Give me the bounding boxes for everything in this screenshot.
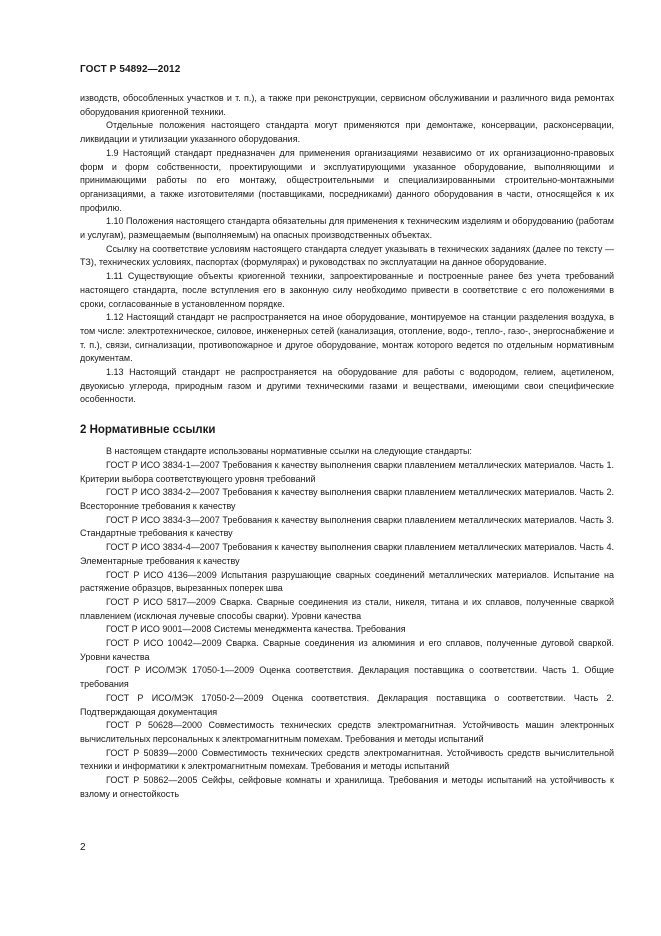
paragraph: изводств, обособленных участков и т. п.), а также при реконструкции, сервисном обслуживании и различного вида ремонтах оборудования криогенной техники. <box>80 93 614 117</box>
paragraph: Ссылку на соответствие условиям настоящего стандарта следует указывать в технических заданиях (далее по тексту — ТЗ), технических условиях, паспортах (формулярах) и руководствах по эксплуатации на данное оборудование. <box>80 243 614 268</box>
paragraph-1-12: 1.12 Настоящий стандарт не распространяется на иное оборудование, монтируемое на станции разделения воздуха, в том числе: электротехническое, силовое, инженерных сетей (канализация, отопление, водо-, тепло-, газо-, энергоснабжение и т. п.), связи, сигнализации, противопожарное и другое оборудование, монтаж которого ведется по отдельным нормативным документам. <box>80 312 614 364</box>
page-number: 2 <box>80 842 86 853</box>
reference-item: ГОСТ Р ИСО 9001—2008 Системы менеджмента качества. Требования <box>106 624 406 635</box>
reference-item: ГОСТ Р 50839—2000 Совместимость технических средств электромагнитная. Устойчивость средств вычислительной техники и информатики к электромагнитным помехам. Требования и методы испытаний <box>80 747 614 772</box>
reference-item: ГОСТ Р ИСО 4136—2009 Испытания разрушающие сварных соединений металлических материалов. Испытание на растяжение образцов, вырезанных поперек шва <box>80 569 614 594</box>
reference-item: ГОСТ Р ИСО 3834-1—2007 Требования к качеству выполнения сварки плавлением металлических материалов. Часть 1. Критерии выбора соответствующего уровня требований <box>80 459 614 484</box>
reference-item: ГОСТ Р ИСО 3834-4—2007 Требования к качеству выполнения сварки плавлением металлических материалов. Часть 4. Элементарные требования к качеству <box>80 542 614 566</box>
page-content <box>80 92 614 801</box>
paragraph-1-13: 1.13 Настоящий стандарт не распространяется на оборудование для работы с водородом, гелием, ацетиленом, двуокисью углерода, природным газом и другими техническими газами и веществами, имеющими свои специфические особенности. <box>80 367 614 405</box>
reference-item: ГОСТ Р ИСО 3834-2—2007 Требования к качеству выполнения сварки плавлением металлических материалов. Часть 2. Всесторонние требования к качеству <box>80 487 614 511</box>
reference-item: ГОСТ Р ИСО/МЭК 17050-2—2009 Оценка соответствия. Декларация поставщика о соответствии. Часть 2. Подтверждающая документация <box>80 692 614 717</box>
reference-item: ГОСТ Р ИСО 10042—2009 Сварка. Сварные соединения из алюминия и его сплавов, полученные дуговой сваркой. Уровни качества <box>80 638 614 662</box>
paragraph-1-9: 1.9 Настоящий стандарт предназначен для применения организациями независимо от их организационно-правовых форм и форм собственности, проектирующими и эксплуатирующими указанное оборудование, выполняющими и принимающими работы по его монтажу, общестроительными и специализированными строительно-монтажными организациями, а также изготовителями (поставщиками, посредниками) данного оборудования в части, относящейся к их профилю. <box>80 147 614 213</box>
standard-header: ГОСТ Р 54892—2012 <box>80 64 181 75</box>
paragraph-1-11: 1.11 Существующие объекты криогенной техники, запроектированные и построенные ранее без учета требований настоящего стандарта, после вступления его в законную силу необходимо привести в соответствие с его положениями в сроки, согласованные в установленном порядке. <box>80 271 614 309</box>
reference-item: ГОСТ Р 50628—2000 Совместимость технических средств электромагнитная. Устойчивость машин электронных вычислительных персональных к электромагнитным помехам. Требования и методы испытаний <box>80 720 614 744</box>
reference-item: ГОСТ Р ИСО/МЭК 17050-1—2009 Оценка соответствия. Декларация поставщика о соответствии. Часть 1. Общие требования <box>80 665 614 690</box>
section-title: 2 Нормативные ссылки <box>80 424 216 437</box>
reference-item: ГОСТ Р ИСО 3834-3—2007 Требования к качеству выполнения сварки плавлением металлических материалов. Часть 3. Стандартные требования к качеству <box>80 514 614 539</box>
paragraph-1-10: 1.10 Положения настоящего стандарта обязательны для применения к техническим изделиям и оборудованию (работам и услугам), размещаемым (выполняемым) на опасных производственных объектах. <box>80 216 614 241</box>
reference-item: ГОСТ Р ИСО 5817—2009 Сварка. Сварные соединения из стали, никеля, титана и их сплавов, полученные сваркой плавлением (исключая лучевые способы сварки). Уровни качества <box>80 596 614 621</box>
paragraph: Отдельные положения настоящего стандарта могут применяются при демонтаже, консервации, расконсервации, ликвидации и утилизации указанного оборудования. <box>80 120 614 145</box>
references-intro: В настоящем стандарте использованы нормативные ссылки на следующие стандарты: <box>106 446 472 457</box>
reference-item: ГОСТ Р 50862—2005 Сейфы, сейфовые комнаты и хранилища. Требования и методы испытаний на устойчивость к взлому и огнестойкость <box>80 775 614 799</box>
